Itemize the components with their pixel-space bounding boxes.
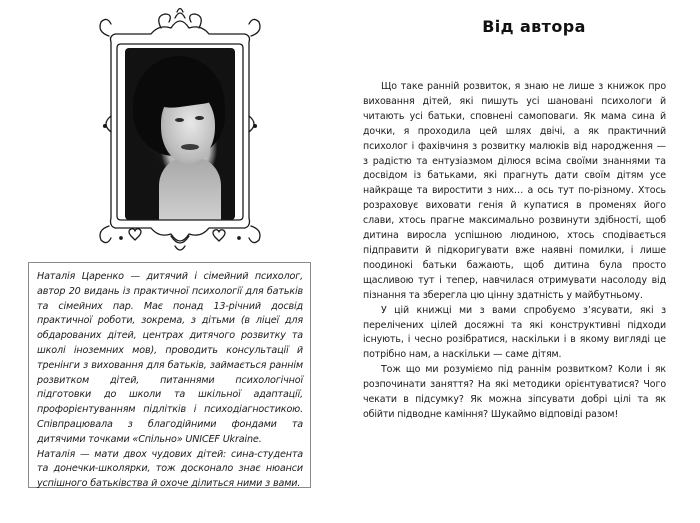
right-page xyxy=(340,0,700,523)
left-page xyxy=(0,0,340,523)
ornate-picture-frame-icon xyxy=(91,6,269,256)
foreword-paragraph: Тож що ми розуміємо під раннім розвитком? Коли і як розпочинати заняття? На які методики орієнтуватися? Чого чекати в підсумку? Як можна зіпсувати добрі цілі та як обійти підводне каміння? Шукаймо відповіді разом! xyxy=(363,364,666,420)
author-bio-paragraph: Наталія Царенко — дитячий і сімейний психолог, автор 20 видань із практичної психології для батьків та сімейних пар. Має понад 13-річний досвід практичної роботи, зокрема, з дітьми (в ліцеї для обдарованих дітей, центрах дитячого розвитку та школі іноземних мов), проводить консультації й тренінги з виховання для батьків, займається раннім розвитком дітей, питаннями психологічної підготовки до школи та шкільної адаптації, профорієнтуванням підлітків і психодіагностикою. Співпрацювала з благодійними фондами та дитячими точками «Спільно» UNICEF Ukraine. xyxy=(37,271,303,445)
page-title: Від автора xyxy=(482,17,586,36)
author-bio-box xyxy=(28,262,311,488)
foreword-paragraph: Що таке ранній розвиток, я знаю не лише з книжок про виховання дітей, які пишуть усі шановані психологи й читають усі батьки, сповнені самоповаги. Як мама сина й дочки, я проходила цей шлях двічі, а як практичний психолог і фахівчиня з розвитку малюків від народження — з радістю та ентузіазмом ділюся всіма своїми знаннями та досвідом із батьками, які прагнуть дати своїм дітям усе найкраще та виростити з них… а ось тут по-різному. Хтось розраховує виховати генія й купатися в променях його слави, хтось прагне максимально розвинути здібності, щоб дитина виросла успішною людиною, хтось сподівається підправити й підкоригувати вже наявні помилки, і лише поодинокі батьки бажають, щоб дитина була просто щасливою тут і тепер, навчилася отримувати насолоду від пізнання та зберегла цю цінну здатність у майбутньому. xyxy=(363,81,666,301)
foreword-paragraph: У цій книжці ми з вами спробуємо з’ясувати, які з перелічених цілей досяжні та які конструктивні підходи існують, і чесно розібратися, наскільки і в якому вигляді це потрібно нам, а наскільки — саме дітям. xyxy=(363,304,666,361)
portrait-frame xyxy=(91,6,269,256)
foreword-body xyxy=(363,80,666,423)
author-bio-paragraph: Наталія — мати двох чудових дітей: сина-студента та донечки-школярки, тож досконало знає нюанси успішного батьківства й охоче ділиться ними з вами. xyxy=(37,448,303,490)
